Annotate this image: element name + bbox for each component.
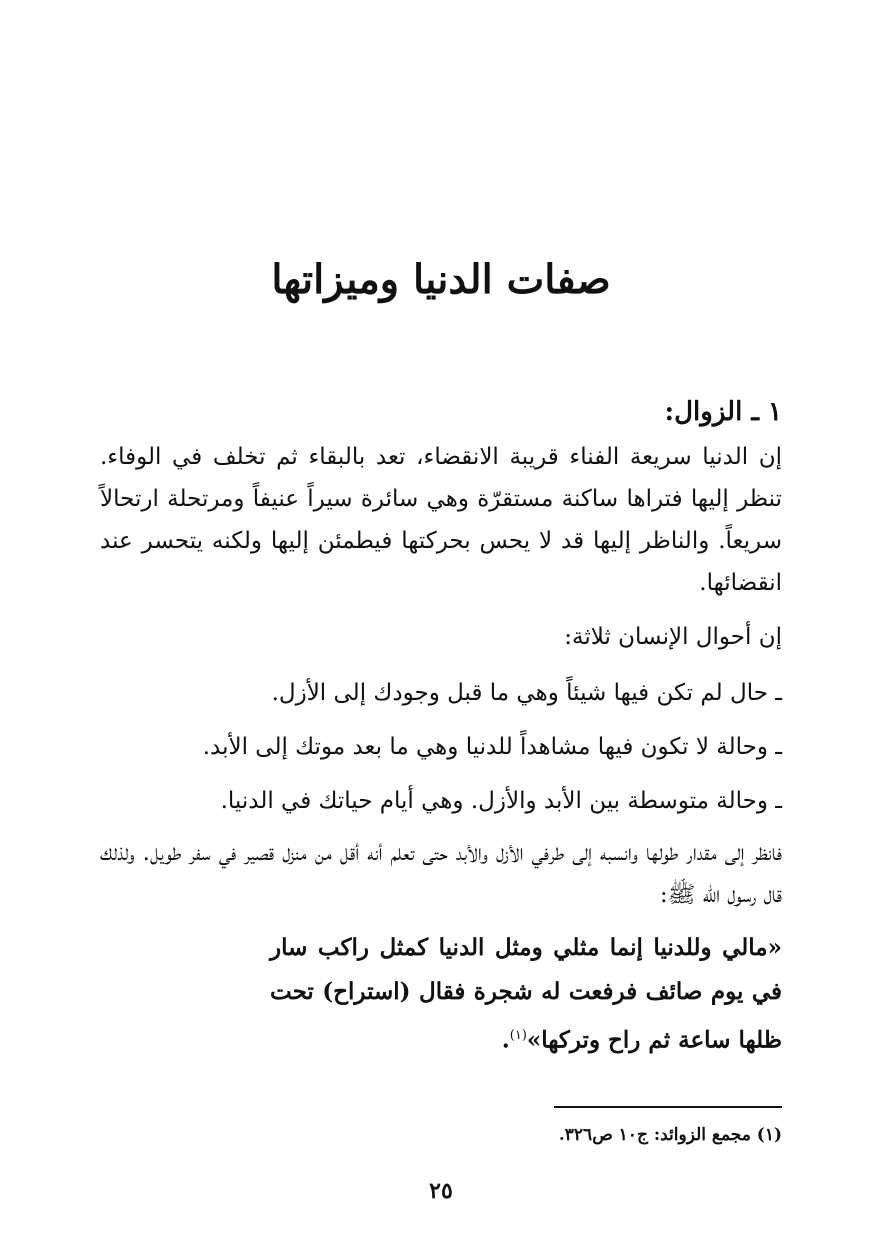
paragraph-conclusion: فانظر إلى مقدار طولها وانسبه إلى طرفي الأزل والأبد حتى تعلم أنه أقل من منزل قصير في سفر طويل. ولذلك قال رسول الله ﷺ: xyxy=(100,840,782,908)
list-item: ـ وحالة لا تكون فيها مشاهداً للدنيا وهي ما بعد موتك إلى الأبد. xyxy=(202,734,782,760)
page-title: صفات الدنيا وميزاتها xyxy=(271,256,611,303)
footnote: (١) مجمع الزوائد: ج١٠ ص٣٢٦. xyxy=(558,1125,782,1145)
section-heading: ١ ـ الزوال: xyxy=(664,397,782,427)
paragraph-intro: إن الدنيا سريعة الفناء قريبة الانقضاء، تعد بالبقاء ثم تخلف في الوفاء. تنظر إليها فتراها ساكنة مستقرّة وهي سائرة سيراً عنيفاً ومرتحلة ارتحالاً سريعاً. والناظر إليها قد لا يحس بحركتها فيطمئن إليها ولكنه يتحسر عند انقضائها. xyxy=(100,444,782,596)
paragraph-states-intro: إن أحوال الإنسان ثلاثة: xyxy=(564,624,782,650)
footnote-reference: (١) xyxy=(509,1028,527,1043)
page-number: ٢٥ xyxy=(429,1178,453,1204)
list-item: ـ وحالة متوسطة بين الأبد والأزل. وهي أيام حياتك في الدنيا. xyxy=(220,788,782,814)
footnote-divider xyxy=(554,1106,782,1108)
list-item: ـ حال لم تكن فيها شيئاً وهي ما قبل وجودك إلى الأزل. xyxy=(271,680,782,706)
hadith-quote xyxy=(270,926,782,1063)
hadith-end: . xyxy=(501,1026,510,1054)
hadith-text: «مالي وللدنيا إنما مثلي ومثل الدنيا كمثل راكب سار في يوم صائف فرفعت له شجرة فقال (استراح) تحت ظلها ساعة ثم راح وتركها» xyxy=(270,934,782,1054)
